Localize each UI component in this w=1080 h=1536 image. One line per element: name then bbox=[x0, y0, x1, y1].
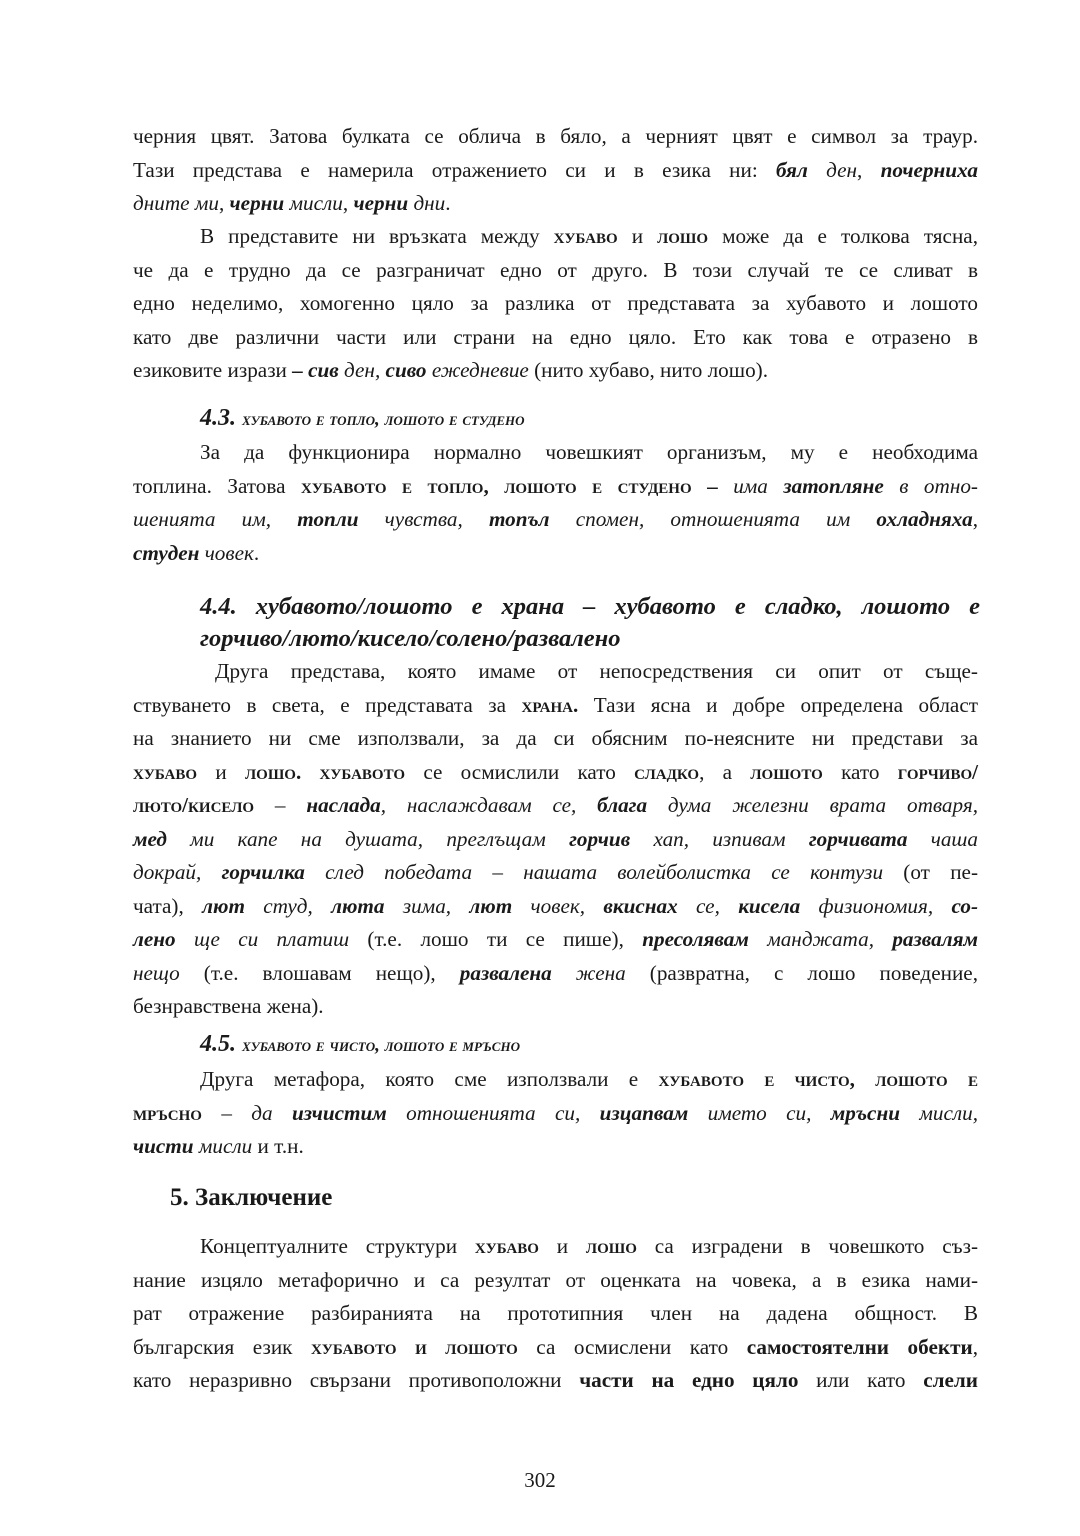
text-line: Друга метафора, която сме използвали е хубавото е чисто, лошото е bbox=[200, 1067, 978, 1091]
text-line: мед ми капе на душата, преглъщам горчив хап, изпивам горчивата чаша bbox=[133, 826, 978, 851]
section-heading bbox=[200, 591, 980, 655]
section-heading: 4.3. хубавото е топло, лошото е студено bbox=[200, 405, 525, 431]
heading-line: 4.4. хубавото/лошото е храна – хубавото е сладко, лошото е bbox=[200, 593, 980, 620]
heading-line: горчиво/люто/кисело/солено/развалено bbox=[200, 625, 621, 652]
text-line: ствуването в света, е представата за храна. Тази ясна и добре определена област bbox=[133, 692, 978, 717]
text-line: хубаво и лошо. хубавото се осмислили като сладко, а лошото като горчиво/ bbox=[133, 759, 979, 784]
paragraph bbox=[133, 655, 978, 1024]
text-line: лено ще си платиш (т.е. лошо ти се пише), пресолявам манджата, развалям bbox=[133, 927, 978, 951]
text-line: шенията им, топли чувства, топъл спомен, отношенията им охладняха, bbox=[133, 507, 979, 531]
page-number: 302 bbox=[524, 1468, 556, 1492]
paragraph bbox=[133, 1230, 978, 1398]
text-line: рат отражение разбиранията на прототипния член на дадена общност. В bbox=[133, 1301, 978, 1325]
paragraph bbox=[133, 1063, 978, 1164]
text-line: докрай, горчилка след победата – нашата волейболистка се контузи (от пе- bbox=[133, 860, 978, 884]
text-line: В представите ни връзката между хубаво и лошо може да е толкова тясна, bbox=[200, 224, 978, 248]
text-line: Друга представа, която имаме от непосредствения си опит от съще- bbox=[215, 659, 978, 683]
text-line: че да е трудно да се разграничат едно от друго. В този случай те се сливат в bbox=[133, 257, 978, 282]
chapter-heading: 5. Заключение bbox=[170, 1184, 333, 1211]
text-line: българския език хубавото и лошото са осмислени като самостоятелни обекти, bbox=[133, 1334, 978, 1359]
text-line: черния цвят. Затова булката се облича в бяло, а черният цвят е символ за траур. bbox=[133, 124, 978, 148]
text-line: на знанието ни сме използвали, за да си обясним по-неясните ни представи за bbox=[133, 726, 978, 750]
text-line: Концептуалните структури хубаво и лошо са изградени в човешкото съз- bbox=[200, 1234, 978, 1258]
paragraph bbox=[133, 220, 978, 388]
text-line: като две различни части или страни на едно цяло. Ето как това е отразено в bbox=[133, 324, 978, 349]
section-heading: 4.5. хубавото е чисто, лошото е мръсно bbox=[200, 1031, 520, 1057]
text-line: мръсно – да изчистим отношенията си, изцапвам името си, мръсни мисли, bbox=[133, 1100, 979, 1125]
paragraph-continuation bbox=[133, 120, 978, 221]
text-line: нещо (т.е. влошавам нещо), развалена жена (развратна, с лошо поведение, bbox=[133, 960, 978, 985]
text-line: езиковите изрази – сив ден, сиво ежедневие (нито хубаво, нито лошо). bbox=[133, 358, 769, 382]
text-line: чата), лют студ, люта зима, лют човек, вкиснах се, кисела физиономия, со- bbox=[133, 893, 978, 918]
text-line: топлина. Затова хубавото е топло, лошото е студено – има затопляне в отно- bbox=[133, 473, 978, 498]
text-line: нание изцяло метафорично и са резултат от оценката на човека, а в езика нами- bbox=[133, 1267, 978, 1292]
text-line: люто/кисело – наслада, наслаждавам се, блага дума железни врата отваря, bbox=[133, 793, 978, 817]
text-line: дните ми, черни мисли, черни дни. bbox=[133, 191, 451, 215]
text-line: студен човек. bbox=[133, 540, 260, 565]
text-line: едно неделимо, хомогенно цяло за разлика от представата за хубавото и лошото bbox=[133, 291, 978, 315]
paragraph bbox=[133, 436, 978, 570]
text-line: За да функционира нормално човешкият организъм, му е необходима bbox=[200, 440, 978, 464]
text-line: безнравствена жена). bbox=[133, 994, 324, 1018]
text-line: чисти мисли и т.н. bbox=[133, 1134, 304, 1158]
text-line: Тази представа е намерила отражението си и в езика ни: бял ден, почерниха bbox=[133, 157, 978, 182]
text-line: като неразривно свързани противоположни части на едно цяло или като слели bbox=[133, 1368, 978, 1392]
